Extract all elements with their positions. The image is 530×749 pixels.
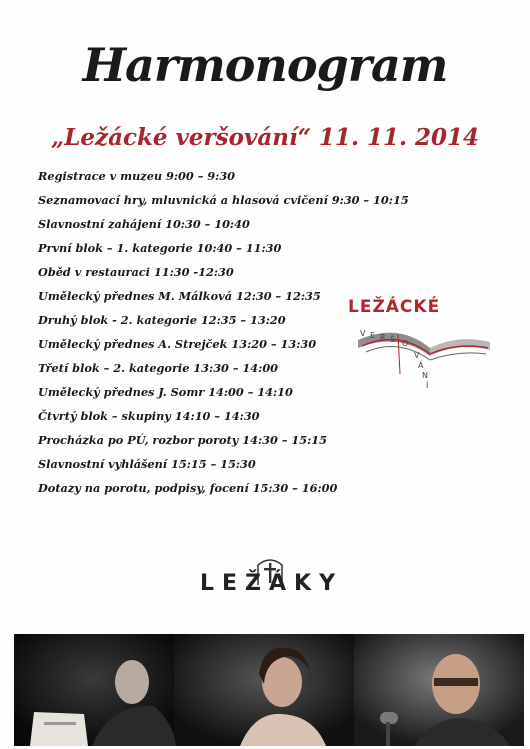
book-logo-letter: Š <box>390 335 396 344</box>
book-logo-letter: N <box>422 371 428 380</box>
schedule-item: Slavnostní zahájení 10:30 – 10:40 <box>38 217 250 231</box>
schedule-item: Umělecký přednes A. Strejček 13:20 – 13:30 <box>38 337 317 351</box>
schedule-item: Dotazy na porotu, podpisy, focení 15:30 – 16:00 <box>38 481 338 495</box>
schedule-item: Umělecký přednes J. Somr 14:00 – 14:10 <box>38 385 293 399</box>
schedule-item: Třetí blok – 2. kategorie 13:30 – 14:00 <box>38 361 279 375</box>
book-logo-top-word: LEŽÁCKÉ <box>348 297 441 317</box>
page-title: Harmonogram <box>82 38 448 92</box>
book-logo-letter: O <box>402 339 409 348</box>
schedule-item: Umělecký přednes M. Málková 12:30 – 12:35 <box>38 289 321 303</box>
performers-photo-strip <box>14 634 524 746</box>
book-logo-letter: Á <box>418 361 424 370</box>
book-logo-letter: E <box>370 331 376 340</box>
book-logo-letter: R <box>380 333 386 342</box>
book-logo-letter: V <box>414 351 420 360</box>
lezaky-logo <box>200 555 344 605</box>
book-logo-letter: V <box>360 329 366 338</box>
open-book-icon <box>358 333 490 374</box>
schedule-item: Seznamovací hry, mluvnická a hlasová cvičení 9:30 – 10:15 <box>38 193 409 207</box>
schedule-item: Registrace v muzeu 9:00 – 9:30 <box>38 169 236 183</box>
book-logo <box>338 282 498 392</box>
event-subtitle: „Ležácké veršování“ 11. 11. 2014 <box>50 124 479 151</box>
schedule-item: Druhý blok - 2. kategorie 12:35 – 13:20 <box>38 313 286 327</box>
lezaky-logo-text: LEŽÁKY <box>200 571 344 596</box>
schedule-item: První blok – 1. kategorie 10:40 – 11:30 <box>38 241 282 255</box>
schedule-item: Slavnostní vyhlášení 15:15 – 15:30 <box>38 457 256 471</box>
book-logo-letter: Í <box>426 381 429 390</box>
performers-photo <box>14 634 524 746</box>
schedule-item: Procházka po PÚ, rozbor poroty 14:30 – 15:15 <box>38 433 328 447</box>
schedule-item: Čtvrtý blok – skupiny 14:10 – 14:30 <box>38 409 260 423</box>
schedule-item: Oběd v restauraci 11:30 -12:30 <box>38 265 234 279</box>
